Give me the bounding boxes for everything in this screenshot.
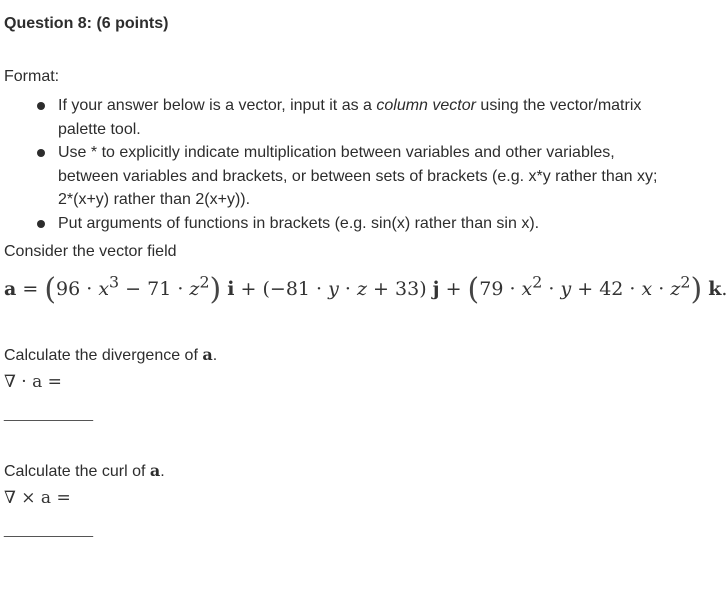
list-item: Use * to explicitly indicate multiplication between variables and other variables, between variables and brackets, or between sets of brackets (e.g. x*y rather than xy; 2*(x+y) rather than 2(x+y)). (30, 141, 670, 212)
list-item: Put arguments of functions in brackets (e.g. sin(x) rather than sin x). (30, 212, 670, 236)
format-list (30, 94, 670, 235)
divergence-answer-blank[interactable]: __________ (4, 405, 93, 422)
divergence-expression: ∇ · a = (4, 372, 62, 392)
curl-prompt: Calculate the curl of a. (4, 461, 165, 480)
question-title: Question 8: (6 points) (4, 15, 169, 32)
curl-answer-blank[interactable]: __________ (4, 521, 93, 538)
vector-field-equation: $a = (96 \cdot x^3 - 71 \cdot z^2)$ i + (−81 · y · z + 33) $j + (79 \cdot x^2 \cdot y + 42 \cdot x \cdot z^2)$ k. (4, 272, 727, 307)
list-item: If your answer below is a vector, input it as a column vector using the vector/matrix palette tool. (30, 94, 670, 141)
divergence-prompt: Calculate the divergence of a. (4, 345, 218, 364)
intro-text: Consider the vector field (4, 243, 177, 260)
format-label: Format: (4, 68, 60, 85)
curl-expression: ∇ × a = (4, 488, 71, 508)
